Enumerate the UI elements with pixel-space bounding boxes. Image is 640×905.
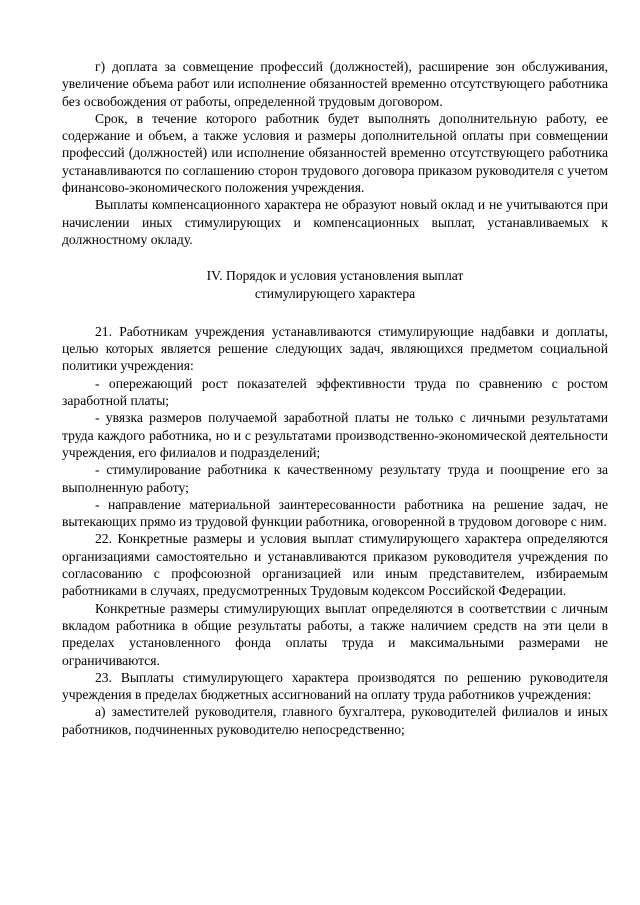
list-item-quality-incentive: - стимулирование работника к качественному результату труда и поощрение его за выполненную работу; — [62, 462, 608, 495]
list-item-efficiency: - опережающий рост показателей эффективности труда по сравнению с ростом заработной платы; — [62, 375, 608, 409]
paragraph-item-g: г) доплата за совмещение профессий (должностей), расширение зон обслуживания, увеличение объема работ или исполнение обязанностей временно отсутствующего работника без освобождения от работы, определенной трудовым договором. — [62, 59, 608, 109]
paragraph-21: 21. Работникам учреждения устанавливаются стимулирующие надбавки и доплаты, целью которых является решение следующих задач, являющихся предметом социальной политики учреждения: — [62, 323, 608, 374]
section-heading — [62, 267, 608, 302]
paragraph-additional-work-term: Срок, в течение которого работник будет выполнять дополнительную работу, ее содержание и объем, а также условия и размеры дополнительной оплаты при совмещении профессий (должностей) или исполнение обязанностей временно отсутствующего работника устанавливаются по соглашению сторон трудового договора приказом руководителя с учетом финансово-экономического положения учреждения. — [62, 110, 608, 196]
paragraph-23-item-a: а) заместителей руководителя, главного бухгалтера, руководителей филиалов и иных работников, подчиненных руководителю непосредственно; — [62, 704, 608, 737]
list-item-salary-link: - увязка размеров получаемой заработной платы не только с личными результатами труда каждого работника, но и с результатами производственно-экономической деятельности учреждения, его филиалов и подразделений; — [62, 410, 608, 460]
paragraph-compensation-payments: Выплаты компенсационного характера не образуют новый оклад и не учитываются при начислении иных стимулирующих и компенсационных выплат, устанавливаемых к должностному окладу. — [62, 197, 608, 247]
paragraph-23: 23. Выплаты стимулирующего характера производятся по решению руководителя учреждения в пределах бюджетных ассигнований на оплату труда работников учреждения: — [62, 669, 608, 703]
document-page — [62, 58, 608, 738]
list-item-material-interest: - направление материальной заинтересованности работника на решение задач, не вытекающих прямо из трудовой функции работника, оговоренной в трудовом договоре с ним. — [62, 496, 608, 530]
section-heading-line2: стимулирующего характера — [254, 285, 416, 301]
section-heading-line1: IV. Порядок и условия установления выплат — [206, 268, 464, 284]
paragraph-22: 22. Конкретные размеры и условия выплат стимулирующего характера определяются организациями самостоятельно и устанавливаются приказом руководителя учреждения по согласованию с профсоюзной организацией или иным представителем, избираемым работниками в случаях, предусмотренных Трудовым кодексом Российской Федерации. — [62, 531, 608, 599]
paragraph-specific-amounts: Конкретные размеры стимулирующих выплат определяются в соответствии с личным вкладом работника в общие результаты работы, а также наличием средств на эти цели в пределах установленного фонда оплаты труда и максимальными размерами не ограничиваются. — [62, 600, 608, 668]
